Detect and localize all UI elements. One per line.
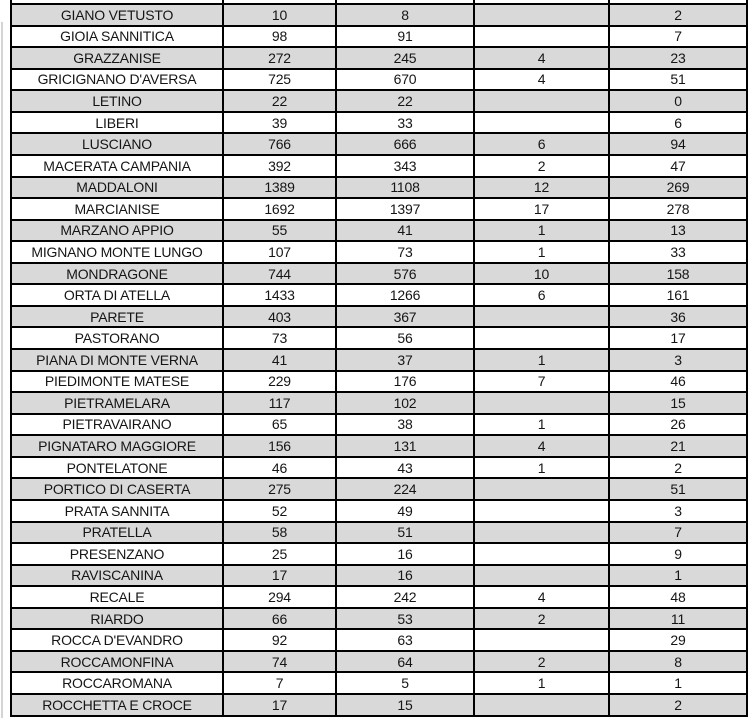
municipality-name-cell: GIOIA SANNITICA: [11, 26, 223, 48]
value-cell: 51: [609, 478, 747, 500]
value-cell: [474, 543, 609, 565]
value-cell: 25: [223, 543, 336, 565]
value-cell: 46: [609, 371, 747, 393]
table-row: [11, 241, 747, 263]
value-cell: 6: [609, 112, 747, 134]
municipality-name-cell: PARETE: [11, 306, 223, 328]
value-cell: 22: [223, 90, 336, 112]
value-cell: 670: [336, 69, 474, 91]
value-cell: 1: [474, 220, 609, 242]
value-cell: 13: [609, 220, 747, 242]
table-row: [11, 220, 747, 242]
value-cell: 392: [223, 155, 336, 177]
value-cell: 10: [223, 4, 336, 26]
municipality-name-cell: PIGNATARO MAGGIORE: [11, 435, 223, 457]
value-cell: 12: [474, 177, 609, 199]
value-cell: 1: [474, 241, 609, 263]
value-cell: 242: [336, 586, 474, 608]
value-cell: 7: [609, 522, 747, 544]
value-cell: 33: [609, 241, 747, 263]
value-cell: 52: [223, 500, 336, 522]
municipality-table: [10, 0, 748, 717]
value-cell: 10: [474, 263, 609, 285]
municipality-name-cell: LIBERI: [11, 112, 223, 134]
value-cell: 1397: [336, 198, 474, 220]
value-cell: 94: [609, 133, 747, 155]
value-cell: 3: [609, 500, 747, 522]
table-row: [11, 327, 747, 349]
value-cell: 4: [474, 586, 609, 608]
value-cell: 36: [609, 306, 747, 328]
value-cell: 58: [223, 522, 336, 544]
value-cell: 1108: [336, 177, 474, 199]
value-cell: 2: [474, 651, 609, 673]
municipality-name-cell: PASTORANO: [11, 327, 223, 349]
table-row: [11, 306, 747, 328]
value-cell: [474, 306, 609, 328]
value-cell: 1: [474, 672, 609, 694]
value-cell: [474, 565, 609, 587]
table-row: [11, 522, 747, 544]
value-cell: 245: [336, 47, 474, 69]
value-cell: 367: [336, 306, 474, 328]
municipality-name-cell: RIARDO: [11, 608, 223, 630]
table-row: [11, 4, 747, 26]
value-cell: 29: [609, 629, 747, 651]
table-row: [11, 651, 747, 673]
value-cell: 744: [223, 263, 336, 285]
value-cell: 92: [223, 629, 336, 651]
table-row: [11, 133, 747, 155]
value-cell: 7: [223, 672, 336, 694]
value-cell: 131: [336, 435, 474, 457]
municipality-name-cell: MACERATA CAMPANIA: [11, 155, 223, 177]
value-cell: 2: [609, 4, 747, 26]
value-cell: 73: [223, 327, 336, 349]
municipality-name-cell: LETINO: [11, 90, 223, 112]
municipality-name-cell: PIANA DI MONTE VERNA: [11, 349, 223, 371]
value-cell: 8: [336, 4, 474, 26]
municipality-name-cell: PONTELATONE: [11, 457, 223, 479]
value-cell: 56: [336, 327, 474, 349]
table-row: [11, 543, 747, 565]
value-cell: 2: [609, 457, 747, 479]
value-cell: 41: [223, 349, 336, 371]
municipality-name-cell: GRICIGNANO D'AVERSA: [11, 69, 223, 91]
table-row: [11, 392, 747, 414]
value-cell: 48: [609, 586, 747, 608]
table-row: [11, 672, 747, 694]
municipality-name-cell: GRAZZANISE: [11, 47, 223, 69]
value-cell: 0: [609, 90, 747, 112]
municipality-name-cell: MARZANO APPIO: [11, 220, 223, 242]
value-cell: 7: [474, 371, 609, 393]
value-cell: 1433: [223, 284, 336, 306]
value-cell: 43: [336, 457, 474, 479]
value-cell: 37: [336, 349, 474, 371]
table-row: [11, 608, 747, 630]
value-cell: 4: [474, 435, 609, 457]
value-cell: 23: [609, 47, 747, 69]
value-cell: 158: [609, 263, 747, 285]
municipality-name-cell: PIETRAVAIRANO: [11, 414, 223, 436]
value-cell: 1: [474, 414, 609, 436]
value-cell: 224: [336, 478, 474, 500]
value-cell: 41: [336, 220, 474, 242]
municipality-name-cell: PIETRAMELARA: [11, 392, 223, 414]
value-cell: [474, 327, 609, 349]
table-row: [11, 371, 747, 393]
value-cell: 66: [223, 608, 336, 630]
value-cell: 39: [223, 112, 336, 134]
value-cell: [474, 478, 609, 500]
value-cell: [474, 629, 609, 651]
value-cell: 38: [336, 414, 474, 436]
municipality-name-cell: MARCIANISE: [11, 198, 223, 220]
table-row: [11, 500, 747, 522]
table-row: [11, 565, 747, 587]
value-cell: 46: [223, 457, 336, 479]
table-row: [11, 69, 747, 91]
municipality-name-cell: PRATA SANNITA: [11, 500, 223, 522]
value-cell: 8: [609, 651, 747, 673]
value-cell: [474, 26, 609, 48]
value-cell: 47: [609, 155, 747, 177]
value-cell: 49: [336, 500, 474, 522]
value-cell: 11: [609, 608, 747, 630]
municipality-name-cell: PORTICO DI CASERTA: [11, 478, 223, 500]
value-cell: 6: [474, 284, 609, 306]
value-cell: 21: [609, 435, 747, 457]
value-cell: 4: [474, 69, 609, 91]
value-cell: 2: [474, 155, 609, 177]
value-cell: [474, 112, 609, 134]
value-cell: 16: [336, 565, 474, 587]
table-row: [11, 47, 747, 69]
municipality-name-cell: MADDALONI: [11, 177, 223, 199]
value-cell: 4: [474, 47, 609, 69]
value-cell: [474, 392, 609, 414]
value-cell: 107: [223, 241, 336, 263]
value-cell: 2: [609, 694, 747, 716]
table-row: [11, 694, 747, 716]
value-cell: 63: [336, 629, 474, 651]
value-cell: 1: [609, 672, 747, 694]
value-cell: 17: [474, 198, 609, 220]
value-cell: 1692: [223, 198, 336, 220]
value-cell: 666: [336, 133, 474, 155]
value-cell: [474, 694, 609, 716]
value-cell: [474, 500, 609, 522]
value-cell: 269: [609, 177, 747, 199]
table-row: [11, 414, 747, 436]
value-cell: 33: [336, 112, 474, 134]
value-cell: 278: [609, 198, 747, 220]
value-cell: 15: [336, 694, 474, 716]
value-cell: 3: [609, 349, 747, 371]
value-cell: 26: [609, 414, 747, 436]
value-cell: 1: [474, 457, 609, 479]
value-cell: [474, 522, 609, 544]
municipality-name-cell: ROCCA D'EVANDRO: [11, 629, 223, 651]
value-cell: 16: [336, 543, 474, 565]
table-row: [11, 586, 747, 608]
table-row: [11, 629, 747, 651]
value-cell: 275: [223, 478, 336, 500]
table-row: [11, 349, 747, 371]
value-cell: 102: [336, 392, 474, 414]
value-cell: 22: [336, 90, 474, 112]
value-cell: 229: [223, 371, 336, 393]
table-row: [11, 478, 747, 500]
value-cell: 15: [609, 392, 747, 414]
value-cell: 17: [223, 565, 336, 587]
municipality-name-cell: MIGNANO MONTE LUNGO: [11, 241, 223, 263]
value-cell: 725: [223, 69, 336, 91]
table-row: [11, 26, 747, 48]
value-cell: 1: [474, 349, 609, 371]
value-cell: 51: [609, 69, 747, 91]
value-cell: 7: [609, 26, 747, 48]
municipality-name-cell: ROCCAROMANA: [11, 672, 223, 694]
value-cell: 766: [223, 133, 336, 155]
table-row: [11, 263, 747, 285]
value-cell: 73: [336, 241, 474, 263]
value-cell: 98: [223, 26, 336, 48]
value-cell: 403: [223, 306, 336, 328]
municipality-name-cell: ROCCHETTA E CROCE: [11, 694, 223, 716]
municipality-name-cell: ORTA DI ATELLA: [11, 284, 223, 306]
municipality-name-cell: RECALE: [11, 586, 223, 608]
value-cell: [474, 90, 609, 112]
value-cell: 343: [336, 155, 474, 177]
value-cell: 576: [336, 263, 474, 285]
municipality-name-cell: LUSCIANO: [11, 133, 223, 155]
table-row: [11, 435, 747, 457]
value-cell: 6: [474, 133, 609, 155]
value-cell: 1: [609, 565, 747, 587]
value-cell: 17: [223, 694, 336, 716]
value-cell: 1389: [223, 177, 336, 199]
table-row: [11, 112, 747, 134]
value-cell: 65: [223, 414, 336, 436]
value-cell: 161: [609, 284, 747, 306]
value-cell: 74: [223, 651, 336, 673]
value-cell: 55: [223, 220, 336, 242]
municipality-name-cell: PRATELLA: [11, 522, 223, 544]
municipality-name-cell: MONDRAGONE: [11, 263, 223, 285]
value-cell: 9: [609, 543, 747, 565]
municipality-name-cell: ROCCAMONFINA: [11, 651, 223, 673]
table-row: [11, 177, 747, 199]
table-row: [11, 457, 747, 479]
page-edge-scan-artifact: [1, 22, 3, 718]
value-cell: 91: [336, 26, 474, 48]
table-row: [11, 198, 747, 220]
value-cell: 53: [336, 608, 474, 630]
value-cell: 294: [223, 586, 336, 608]
table-body: [11, 0, 747, 716]
municipality-name-cell: PRESENZANO: [11, 543, 223, 565]
value-cell: 5: [336, 672, 474, 694]
municipality-name-cell: PIEDIMONTE MATESE: [11, 371, 223, 393]
value-cell: [474, 4, 609, 26]
municipality-name-cell: GIANO VETUSTO: [11, 4, 223, 26]
value-cell: 51: [336, 522, 474, 544]
value-cell: 17: [609, 327, 747, 349]
table-row: [11, 284, 747, 306]
value-cell: 272: [223, 47, 336, 69]
value-cell: 64: [336, 651, 474, 673]
value-cell: 1266: [336, 284, 474, 306]
value-cell: 176: [336, 371, 474, 393]
value-cell: 156: [223, 435, 336, 457]
value-cell: 2: [474, 608, 609, 630]
table-row: [11, 155, 747, 177]
municipality-name-cell: RAVISCANINA: [11, 565, 223, 587]
table-row: [11, 90, 747, 112]
value-cell: 117: [223, 392, 336, 414]
